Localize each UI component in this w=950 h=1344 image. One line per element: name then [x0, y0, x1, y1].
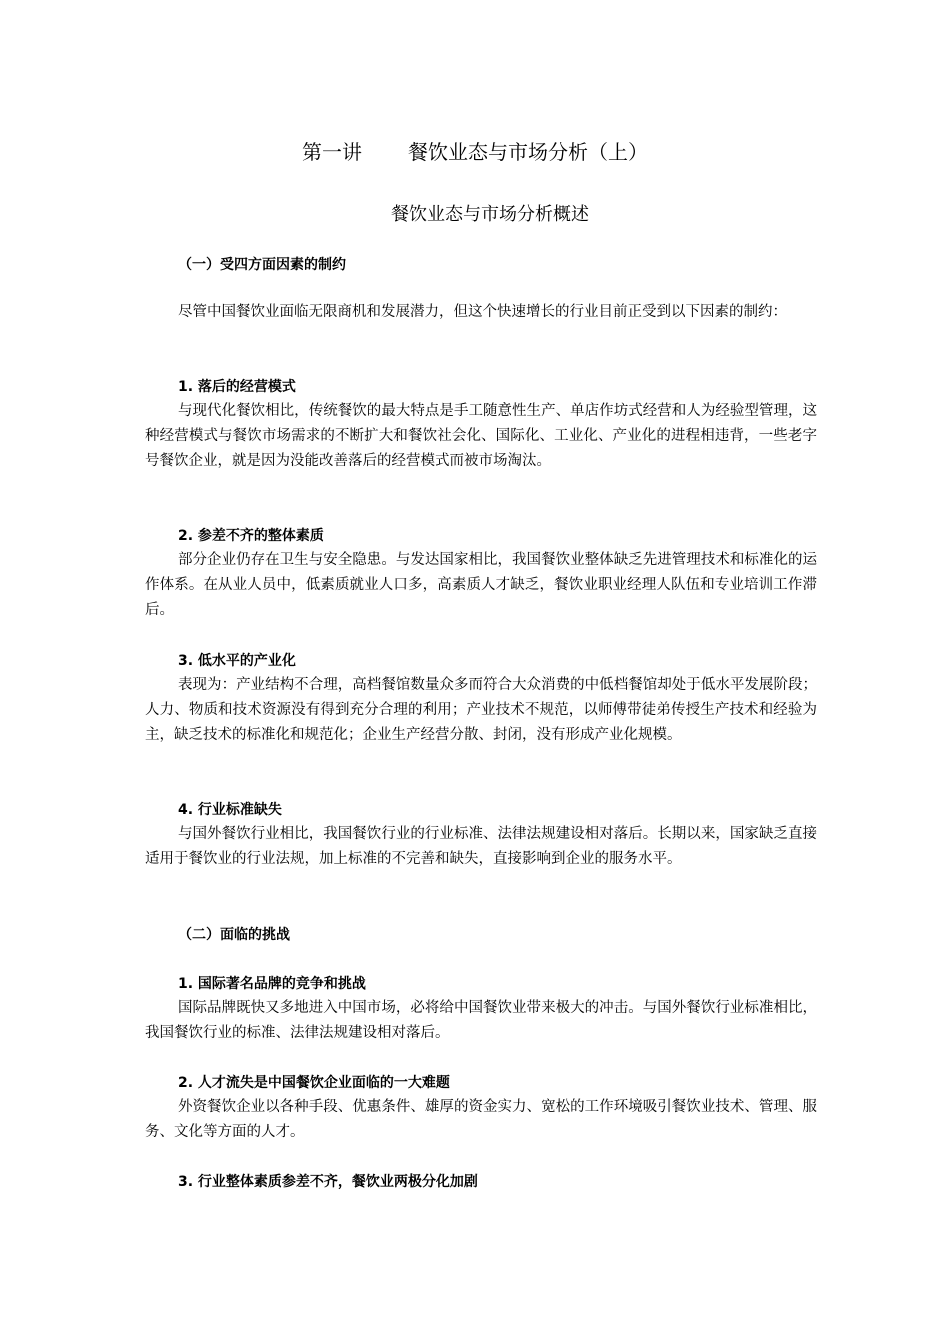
- item-heading: 3. 行业整体素质参差不齐，餐饮业两极分化加剧: [178, 1174, 478, 1190]
- item-heading: 2. 人才流失是中国餐饮企业面临的一大难题: [178, 1075, 450, 1091]
- section-heading-2: （二）面临的挑战: [178, 927, 290, 943]
- item-paragraph: 表现为：产业结构不合理，高档餐馆数量众多而符合大众消费的中低档餐馆却处于低水平发展阶段；人力、物质和技术资源没有得到充分合理的利用；产业技术不规范，以师傅带徒弟传授生产技术和经验为主，缺乏技术的标准化和规范化；企业生产经营分散、封闭，没有形成产业化规模。: [145, 677, 817, 743]
- page-title: [0, 138, 950, 166]
- item-paragraph: 国际品牌既快又多地进入中国市场，必将给中国餐饮业带来极大的冲击。与国外餐饮行业标准相比，我国餐饮行业的标准、法律法规建设相对落后。: [145, 1000, 817, 1041]
- lecture-title: 餐饮业态与市场分析（上）: [408, 140, 648, 164]
- item-paragraph: 与国外餐饮行业相比，我国餐饮行业的行业标准、法律法规建设相对落后。长期以来，国家缺乏直接适用于餐饮业的行业法规，加上标准的不完善和缺失，直接影响到企业的服务水平。: [145, 826, 817, 867]
- section-heading-1: （一）受四方面因素的制约: [178, 257, 346, 273]
- item-heading: 4. 行业标准缺失: [178, 802, 282, 818]
- item-heading: 3. 低水平的产业化: [178, 653, 296, 669]
- lecture-number: 第一讲: [302, 140, 362, 164]
- item-heading: 1. 国际著名品牌的竞争和挑战: [178, 976, 366, 992]
- item-paragraph: 外资餐饮企业以各种手段、优惠条件、雄厚的资金实力、宽松的工作环境吸引餐饮业技术、管理、服务、文化等方面的人才。: [145, 1099, 817, 1140]
- page-subtitle: 餐饮业态与市场分析概述: [391, 204, 589, 225]
- intro-paragraph: 尽管中国餐饮业面临无限商机和发展潜力，但这个快速增长的行业目前正受到以下因素的制约：: [178, 304, 787, 320]
- item-heading: 2. 参差不齐的整体素质: [178, 528, 324, 544]
- item-paragraph: 与现代化餐饮相比，传统餐饮的最大特点是手工随意性生产、单店作坊式经营和人为经验型管理，这种经营模式与餐饮市场需求的不断扩大和餐饮社会化、国际化、工业化、产业化的进程相违背，一些老字号餐饮企业，就是因为没能改善落后的经营模式而被市场淘汰。: [145, 403, 817, 469]
- item-heading: 1. 落后的经营模式: [178, 379, 296, 395]
- item-paragraph: 部分企业仍存在卫生与安全隐患。与发达国家相比，我国餐饮业整体缺乏先进管理技术和标准化的运作体系。在从业人员中，低素质就业人口多，高素质人才缺乏，餐饮业职业经理人队伍和专业培训工作滞后。: [145, 552, 817, 618]
